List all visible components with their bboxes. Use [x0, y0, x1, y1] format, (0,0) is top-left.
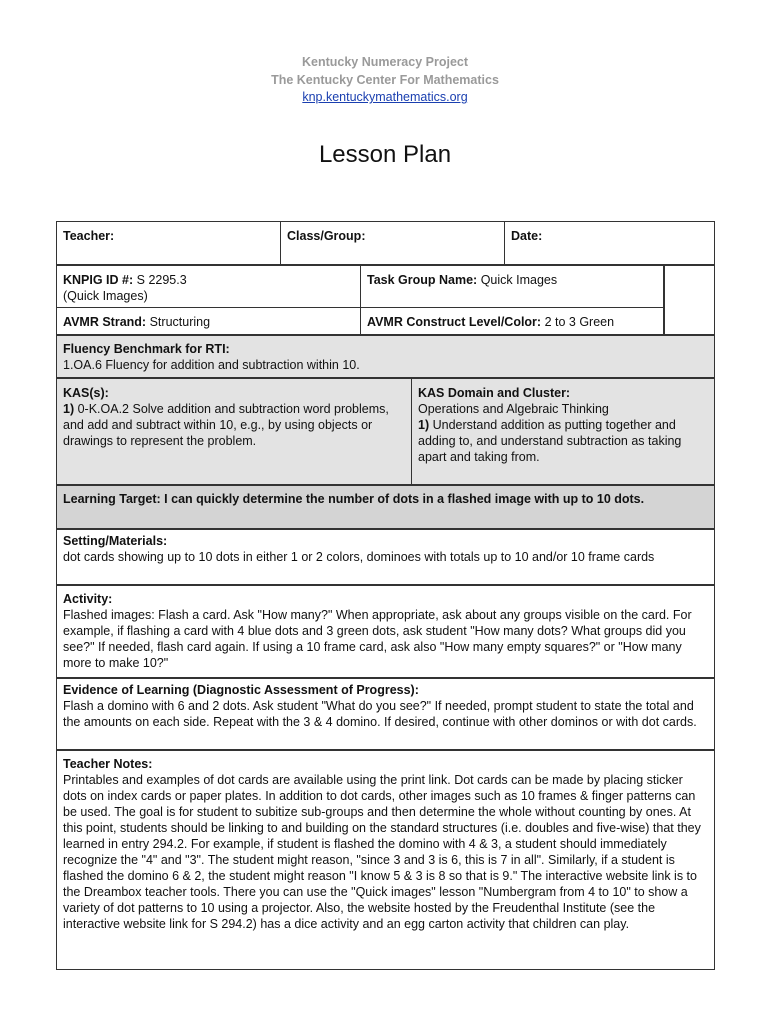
evidence-content — [57, 682, 707, 730]
side-empty-cell — [664, 265, 715, 335]
activity-text: Flashed images: Flash a card. Ask "How many?" When appropriate, ask about any groups visible on the card. For example, if flashing a card with 4 blue dots and 3 green dots, ask student "How many dots? What groups did you see?" If needed, flash card again. If using a 10 frame card, ask also "How many empty squares?" or "How many more to make 10?" — [63, 608, 692, 670]
task-group-value: Quick Images — [480, 273, 558, 287]
fluency-text: 1.OA.6 Fluency for addition and subtraction within 10. — [63, 358, 360, 372]
kas-label: KAS(s): — [63, 386, 109, 400]
knpig-id-value: S 2295.3 — [136, 273, 187, 287]
avmr-strand-value: Structuring — [149, 315, 211, 329]
organization-name: Kentucky Numeracy Project — [301, 55, 469, 69]
divider — [56, 307, 664, 308]
fluency-content — [57, 341, 712, 373]
class-group-label: Class/Group: — [287, 229, 366, 243]
kas-number: 1) — [63, 402, 75, 416]
avmr-strand — [57, 314, 357, 330]
setting-text: dot cards showing up to 10 dots in either 1 or 2 colors, dominoes with totals up to 10 and/or 10 frame cards — [63, 550, 655, 564]
avmr-construct-value: 2 to 3 Green — [544, 315, 615, 329]
activity-content — [57, 591, 707, 671]
evidence-text: Flash a domino with 6 and 2 dots. Ask student "What do you see?" If needed, prompt student to state the total and the amounts on each side. Repeat with the 3 & 4 domino. If desired, continue with other dominos or with dot cards. — [63, 699, 697, 729]
kas-domain-line: Operations and Algebraic Thinking — [418, 402, 609, 416]
kas-domain-content — [412, 385, 712, 465]
teacher-notes-text: Printables and examples of dot cards are available using the print link. Dot cards can be made by placing sticker dots on index cards or paper plates. In addition to dot cards, other images such as 10 frames & finger patterns can be used. The goal is for student to subitize sub-groups and then determine the whole without counting by ones. At this point, students should be linking to and building on the standard structures (i.e. doubles and five-wise) that they learned in entry 294.2. For example, if student is flashed the domino with 4 & 3, a student should immediately recognize the "4" and "3". The student might reason, "since 3 and 3 is 6, this is 7 in all". Similarly, if a student is flashed the domino 6 & 2, the student might reason "I know 5 & 3 is 8 so that is 9." The interactive website link is to the Dreambox teacher tools. There you can use the "Quick images" lesson "Numbergram from 4 to 10" to show a variety of dot patterns to 10 using a projector. Also, the website hosted by the Freudenthal Institute (see the interactive website link for S 294.2) has a dice activity and an egg carton activity that children can play. — [63, 773, 701, 931]
kas-content — [57, 385, 402, 449]
evidence-label: Evidence of Learning (Diagnostic Assessment of Progress): — [63, 683, 419, 697]
avmr-construct — [361, 314, 661, 330]
setting-label: Setting/Materials: — [63, 534, 168, 548]
kas-domain-label: KAS Domain and Cluster: — [418, 386, 571, 400]
activity-label: Activity: — [63, 592, 113, 606]
kas-domain-text: Understand addition as putting together and adding to, and understand subtraction as taking apart and taking from. — [418, 418, 682, 464]
kas-text: 0-K.OA.2 Solve addition and subtraction word problems, and add and subtract within 10, e.g., by using objects or drawings to represent the problem. — [63, 402, 389, 448]
knpig-id-sub: (Quick Images) — [63, 289, 148, 303]
avmr-construct-label: AVMR Construct Level/Color: — [367, 315, 542, 329]
knpig-id-label: KNPIG ID #: — [63, 273, 134, 287]
task-group-label: Task Group Name: — [367, 273, 478, 287]
learning-target: Learning Target: I can quickly determine the number of dots in a flashed image with up to 10 dots. — [63, 492, 645, 506]
page-title: Lesson Plan — [318, 141, 452, 168]
teacher-notes-label: Teacher Notes: — [63, 757, 153, 771]
avmr-strand-label: AVMR Strand: — [63, 315, 147, 329]
teacher-label: Teacher: — [63, 229, 115, 243]
date-label: Date: — [511, 229, 543, 243]
kas-domain-number: 1) — [418, 418, 430, 432]
setting-content — [57, 533, 707, 565]
task-group — [361, 272, 661, 288]
knpig-id — [57, 272, 357, 304]
center-name: The Kentucky Center For Mathematics — [271, 73, 499, 87]
teacher-notes-content — [57, 756, 707, 932]
website-link[interactable]: knp.kentuckymathematics.org — [302, 90, 468, 104]
fluency-label: Fluency Benchmark for RTI: — [63, 342, 230, 356]
